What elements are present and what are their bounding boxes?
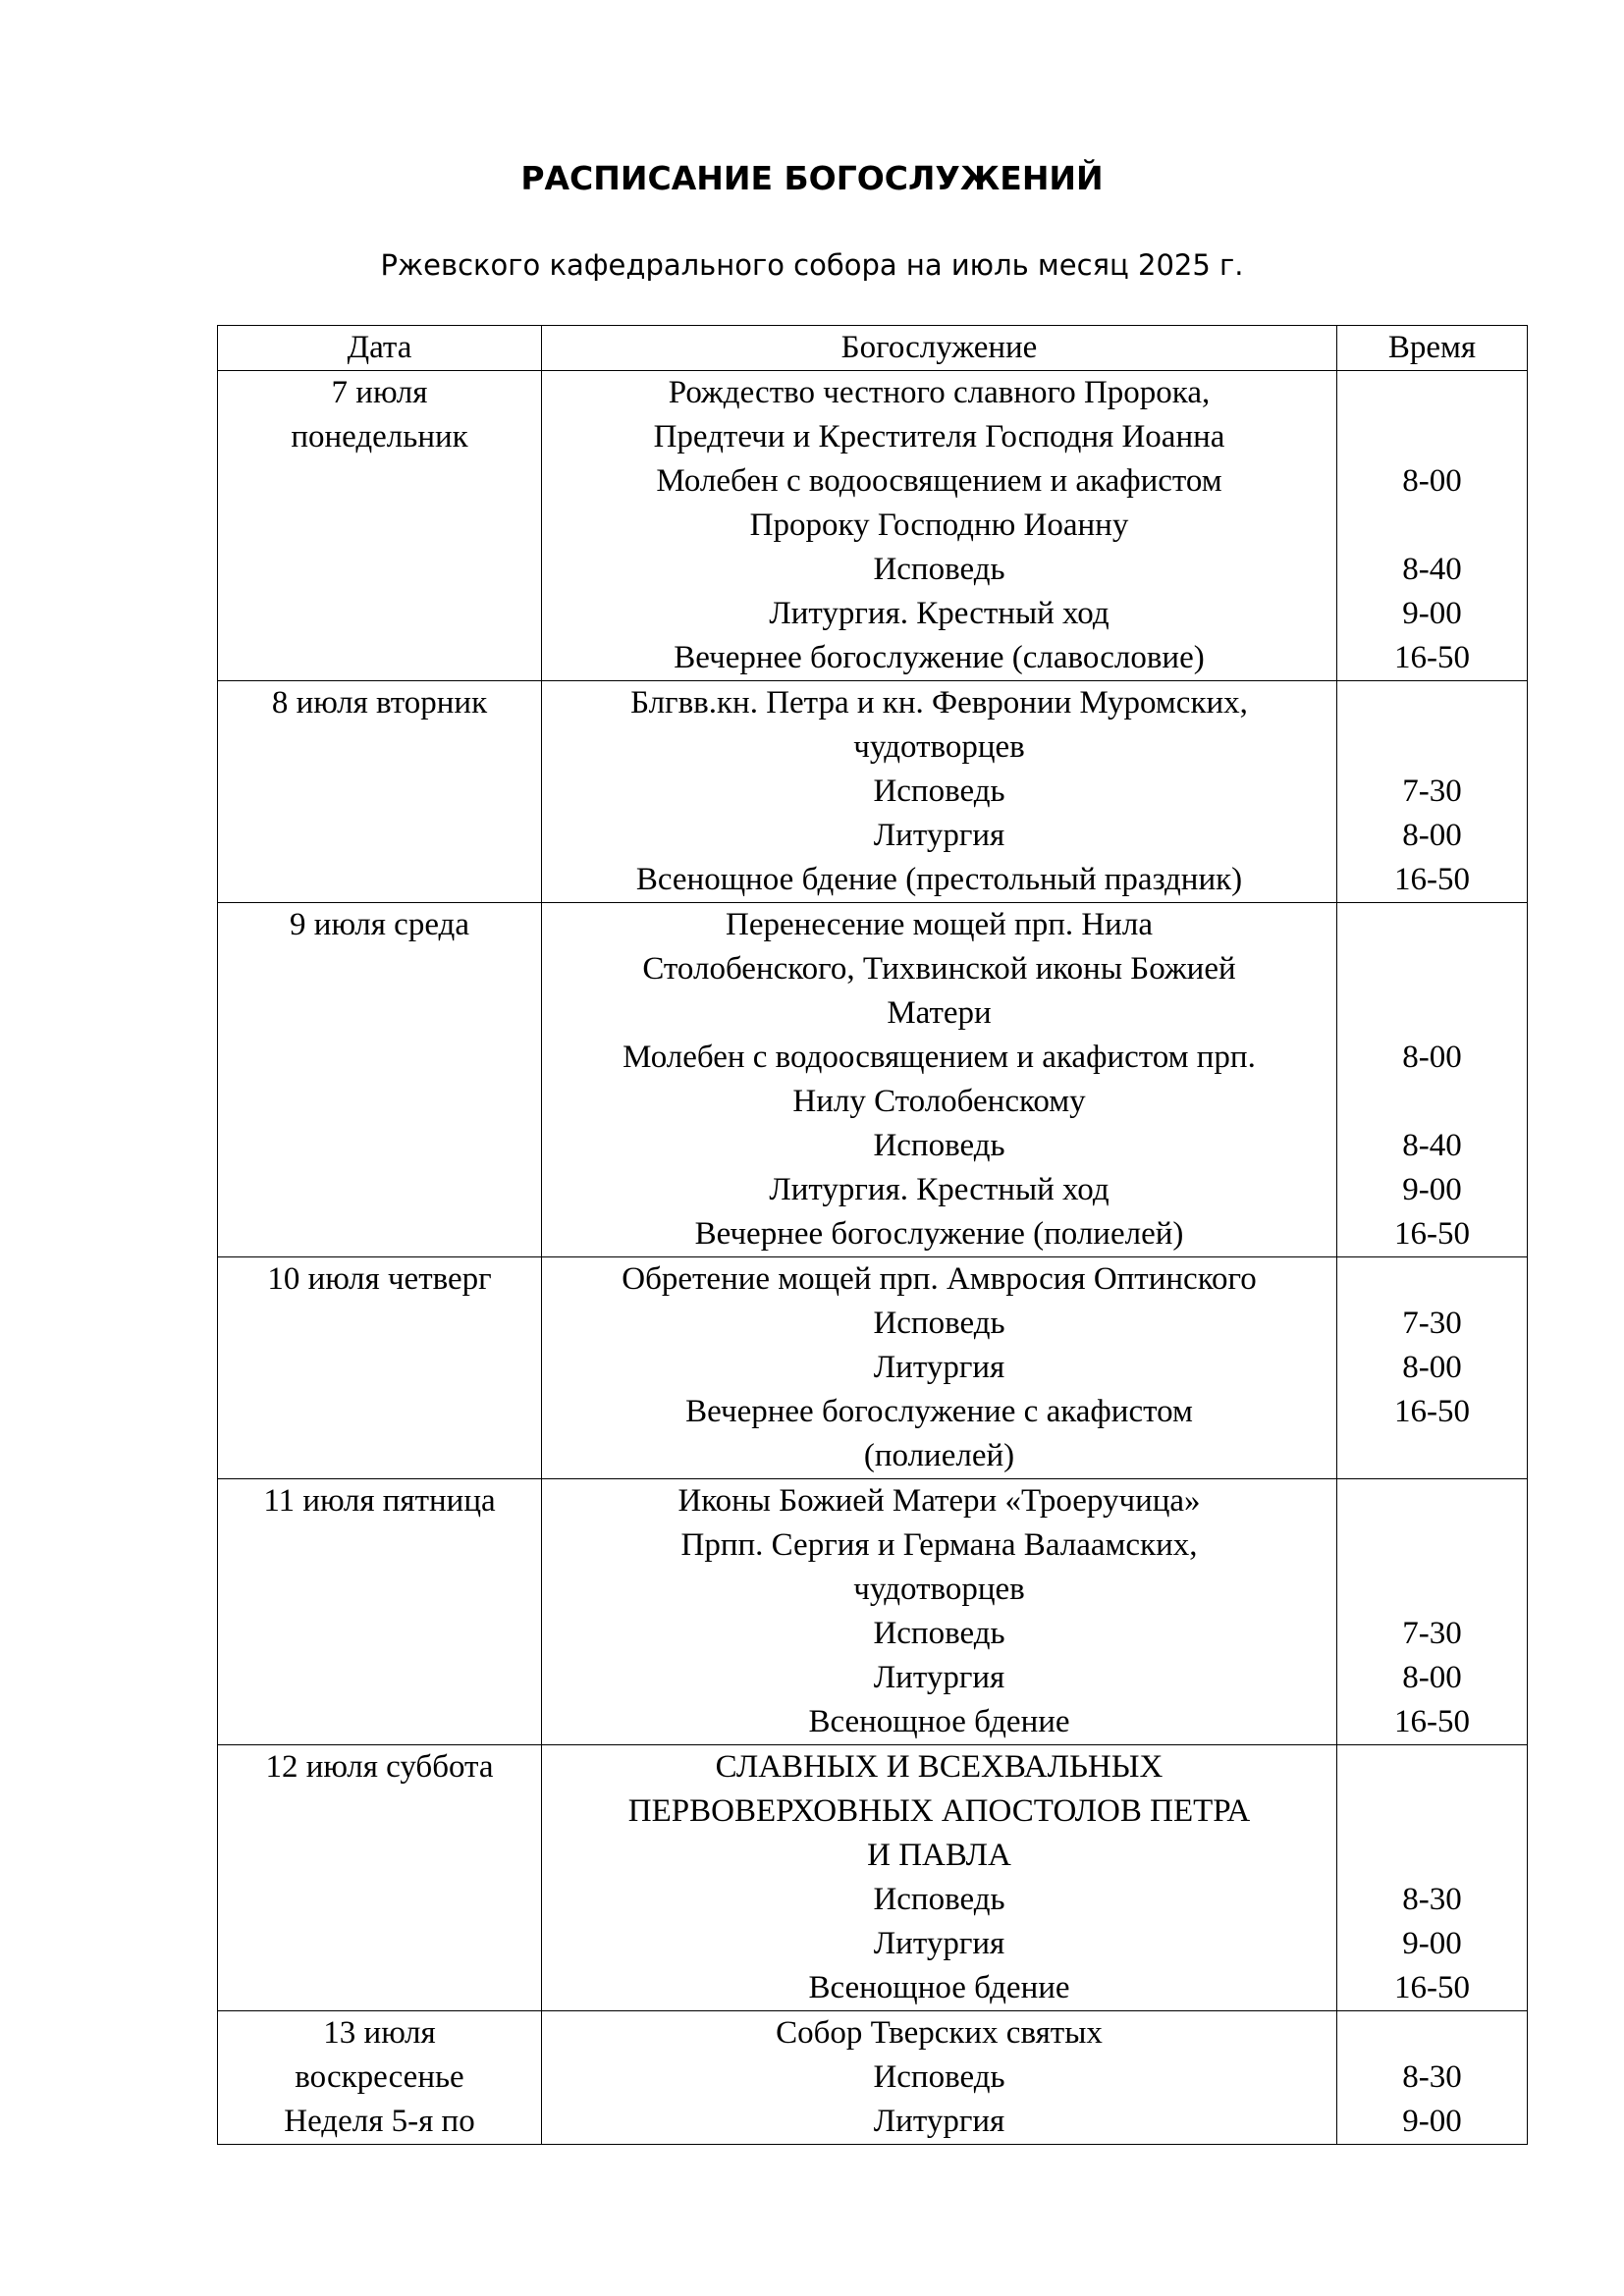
date-line: 13 июля [323, 2015, 436, 2051]
time-cell [1337, 2011, 1528, 2145]
time-line [1337, 1479, 1527, 1523]
date-cell [218, 1745, 542, 2011]
service-line: (полиелей) [863, 1438, 1015, 1473]
service-line: Вечернее богослужение (полиелей) [694, 1216, 1184, 1252]
service-line: Нилу Столобенскому [792, 1084, 1086, 1119]
time-line: 9-00 [1402, 1172, 1462, 1207]
time-line [1337, 1080, 1527, 1124]
service-line: Предтечи и Крестителя Господня Иоанна [653, 419, 1225, 454]
service-cell [542, 681, 1337, 903]
column-header-date: Дата [218, 326, 542, 371]
schedule-body [218, 371, 1528, 2145]
time-line: 16-50 [1394, 640, 1470, 675]
date-line: 12 июля суббота [265, 1749, 494, 1785]
date-line: 8 июля вторник [271, 685, 488, 721]
service-line: Собор Тверских святых [776, 2015, 1103, 2051]
column-header-service: Богослужение [542, 326, 1337, 371]
schedule-table [217, 325, 1528, 2145]
service-line: Литургия [873, 2104, 1005, 2139]
page-title: РАСПИСАНИЕ БОГОСЛУЖЕНИЙ [520, 159, 1104, 197]
service-line: Рождество честного славного Пророка, [668, 375, 1211, 410]
time-line [1337, 1434, 1527, 1478]
service-line: Литургия [873, 1926, 1005, 1961]
service-line: ПЕРВОВЕРХОВНЫХ АПОСТОЛОВ ПЕТРА [627, 1793, 1251, 1829]
service-line: Исповедь [873, 552, 1005, 587]
time-line: 9-00 [1402, 1926, 1462, 1961]
time-line: 8-30 [1402, 1882, 1462, 1917]
service-line: Вечернее богослужение с акафистом [685, 1394, 1193, 1429]
time-line [1337, 1257, 1527, 1302]
time-line [1337, 371, 1527, 415]
service-line: Исповедь [873, 1882, 1005, 1917]
service-line: Матери [887, 995, 992, 1031]
date-line: 7 июля [331, 375, 428, 410]
time-line [1337, 1523, 1527, 1568]
date-line: 10 июля четверг [267, 1261, 492, 1297]
time-line: 7-30 [1402, 1616, 1462, 1651]
page-subtitle: Ржевского кафедрального собора на июль месяц 2025 г. [380, 248, 1244, 282]
time-line: 16-50 [1394, 1704, 1470, 1739]
service-cell [542, 2011, 1337, 2145]
date-cell [218, 371, 542, 681]
table-row [218, 681, 1528, 903]
service-line: Всенощное бдение [808, 1970, 1070, 2005]
service-cell [542, 903, 1337, 1257]
date-line: 9 июля среда [290, 907, 469, 942]
time-line: 8-00 [1402, 1350, 1462, 1385]
date-cell [218, 2011, 542, 2145]
service-line: Перенесение мощей прп. Нила [726, 907, 1153, 942]
service-line: Исповедь [873, 2059, 1005, 2095]
time-cell [1337, 371, 1528, 681]
service-line: Блгвв.кн. Петра и кн. Февронии Муромских, [630, 685, 1248, 721]
service-line: Литургия. Крестный ход [769, 1172, 1110, 1207]
service-line: Вечернее богослужение (славословие) [674, 640, 1205, 675]
service-line: Исповедь [873, 1128, 1005, 1163]
time-line [1337, 681, 1527, 725]
service-cell [542, 371, 1337, 681]
time-line: 16-50 [1394, 1970, 1470, 2005]
time-line: 8-40 [1402, 1128, 1462, 1163]
time-cell [1337, 1479, 1528, 1745]
table-row [218, 903, 1528, 1257]
date-line: понедельник [291, 419, 468, 454]
column-header-time: Время [1337, 326, 1528, 371]
time-line [1337, 725, 1527, 770]
time-line: 8-00 [1402, 1660, 1462, 1695]
table-row [218, 2011, 1528, 2145]
service-line: СЛАВНЫХ И ВСЕХВАЛЬНЫХ [715, 1749, 1164, 1785]
time-line [1337, 1568, 1527, 1612]
date-cell [218, 681, 542, 903]
time-line [1337, 1834, 1527, 1878]
time-line [1337, 947, 1527, 991]
time-cell [1337, 681, 1528, 903]
service-line: И ПАВЛА [867, 1838, 1011, 1873]
table-row [218, 371, 1528, 681]
service-cell [542, 1257, 1337, 1479]
time-line [1337, 415, 1527, 459]
time-line [1337, 504, 1527, 548]
table-row [218, 1745, 1528, 2011]
service-line: Литургия [873, 818, 1005, 853]
time-line: 7-30 [1402, 774, 1462, 809]
time-line: 16-50 [1394, 862, 1470, 897]
time-cell [1337, 1745, 1528, 2011]
table-row [218, 1257, 1528, 1479]
service-line: Литургия [873, 1660, 1005, 1695]
service-cell [542, 1745, 1337, 2011]
service-line: Иконы Божией Матери «Троеручица» [677, 1483, 1201, 1519]
service-line: Всенощное бдение [808, 1704, 1070, 1739]
service-cell [542, 1479, 1337, 1745]
service-line: Обретение мощей прп. Амвросия Оптинского [622, 1261, 1257, 1297]
table-header-row [218, 326, 1528, 371]
service-line: Молебен с водоосвящением и акафистом прп. [623, 1040, 1256, 1075]
date-cell [218, 1479, 542, 1745]
time-cell [1337, 903, 1528, 1257]
service-line: Всенощное бдение (престольный праздник) [635, 862, 1243, 897]
service-line: Пророку Господню Иоанну [749, 507, 1129, 543]
time-line [1337, 2011, 1527, 2056]
time-line: 16-50 [1394, 1394, 1470, 1429]
time-line: 8-00 [1402, 818, 1462, 853]
time-line: 8-40 [1402, 552, 1462, 587]
service-line: Исповедь [873, 774, 1005, 809]
time-line [1337, 1745, 1527, 1789]
time-line: 8-30 [1402, 2059, 1462, 2095]
time-line [1337, 1789, 1527, 1834]
service-line: чудотворцев [853, 1572, 1025, 1607]
service-line: Прпп. Сергия и Германа Валаамских, [680, 1527, 1198, 1563]
time-line: 8-00 [1402, 1040, 1462, 1075]
service-line: Исповедь [873, 1306, 1005, 1341]
service-line: Литургия. Крестный ход [769, 596, 1110, 631]
time-line: 9-00 [1402, 596, 1462, 631]
time-line: 8-00 [1402, 463, 1462, 499]
date-cell [218, 903, 542, 1257]
time-line: 9-00 [1402, 2104, 1462, 2139]
time-line [1337, 991, 1527, 1036]
time-cell [1337, 1257, 1528, 1479]
service-line: Исповедь [873, 1616, 1005, 1651]
date-line: 11 июля пятница [263, 1483, 496, 1519]
service-line: Столобенского, Тихвинской иконы Божией [642, 951, 1236, 987]
service-line: Литургия [873, 1350, 1005, 1385]
date-line: Неделя 5-я по [284, 2104, 475, 2139]
time-line: 7-30 [1402, 1306, 1462, 1341]
table-row [218, 1479, 1528, 1745]
time-line: 16-50 [1394, 1216, 1470, 1252]
service-line: Молебен с водоосвящением и акафистом [656, 463, 1222, 499]
service-line: чудотворцев [853, 729, 1025, 765]
date-cell [218, 1257, 542, 1479]
date-line: воскресенье [295, 2059, 464, 2095]
time-line [1337, 903, 1527, 947]
